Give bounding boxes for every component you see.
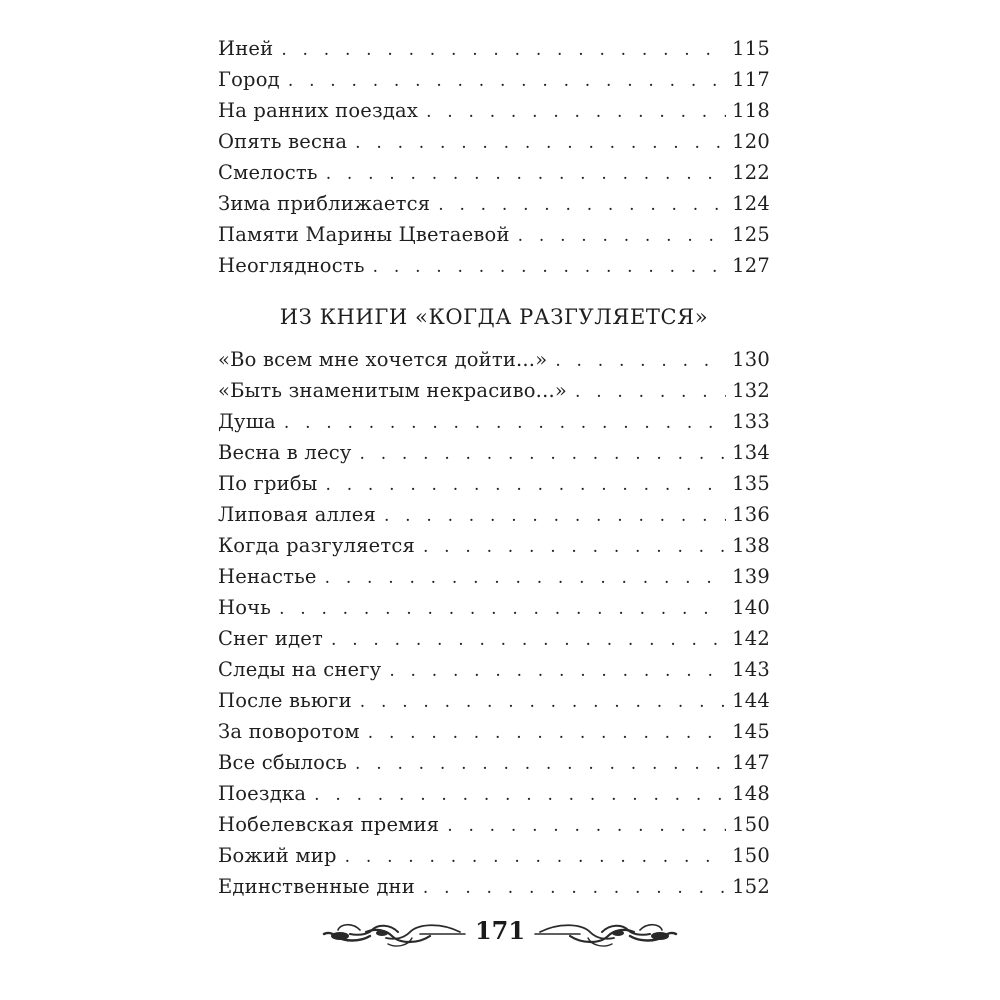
toc-entry xyxy=(218,499,770,530)
toc-entry xyxy=(218,623,770,654)
toc-entry-title: «Быть знаменитым некрасиво...» xyxy=(218,379,568,402)
toc-entry xyxy=(218,561,770,592)
toc-entry xyxy=(218,406,770,437)
dot-leader xyxy=(360,687,726,718)
toc-entry-title: Неоглядность xyxy=(218,254,365,277)
toc-entry xyxy=(218,871,770,902)
toc-entry-page: 148 xyxy=(732,782,770,805)
dot-leader xyxy=(555,346,726,377)
dot-leader xyxy=(284,408,726,439)
toc-entry-title: Следы на снегу xyxy=(218,658,382,681)
toc-entry xyxy=(218,778,770,809)
toc-entry-page: 130 xyxy=(732,348,770,371)
toc-entry-page: 115 xyxy=(732,37,770,60)
section-heading: ИЗ КНИГИ «КОГДА РАЗГУЛЯЕТСЯ» xyxy=(279,305,709,329)
toc-entry xyxy=(218,592,770,623)
toc-entry-page: 140 xyxy=(732,596,770,619)
toc-list-part-2 xyxy=(218,344,770,902)
dot-leader xyxy=(384,501,726,532)
toc-entry-page: 135 xyxy=(732,472,770,495)
dot-leader xyxy=(355,749,726,780)
toc-list-part-1 xyxy=(218,33,770,281)
toc-entry xyxy=(218,375,770,406)
toc-entry-title: Ночь xyxy=(218,596,272,619)
toc-entry-title: Снег идет xyxy=(218,627,324,650)
toc-entry-page: 143 xyxy=(732,658,770,681)
toc-entry-title: Божий мир xyxy=(218,844,337,867)
toc-entry-page: 136 xyxy=(732,503,770,526)
toc-entry xyxy=(218,64,770,95)
toc-entry xyxy=(218,188,770,219)
toc-entry-title: Ненастье xyxy=(218,565,317,588)
toc-entry-title: Город xyxy=(218,68,280,91)
dot-leader xyxy=(575,377,726,408)
dot-leader xyxy=(368,718,726,749)
toc-entry-title: Опять весна xyxy=(218,130,348,153)
dot-leader xyxy=(423,532,726,563)
toc-entry xyxy=(218,685,770,716)
dot-leader xyxy=(279,594,726,625)
toc-entry-page: 144 xyxy=(732,689,770,712)
toc-entry-page: 133 xyxy=(732,410,770,433)
toc-entry-title: За поворотом xyxy=(218,720,360,743)
toc-entry-title: Весна в лесу xyxy=(218,441,352,464)
toc-entry xyxy=(218,250,770,281)
toc-entry-title: Душа xyxy=(218,410,276,433)
toc-entry-title: По грибы xyxy=(218,472,318,495)
toc-entry-title: Нобелевская премия xyxy=(218,813,440,836)
toc-entry xyxy=(218,747,770,778)
toc-entry-page: 138 xyxy=(732,534,770,557)
page-footer xyxy=(300,912,700,952)
toc-entry xyxy=(218,468,770,499)
toc-entry-title: Иней xyxy=(218,37,274,60)
dot-leader xyxy=(331,625,726,656)
toc-entry-page: 122 xyxy=(732,161,770,184)
toc-entry-page: 124 xyxy=(732,192,770,215)
toc-entry xyxy=(218,437,770,468)
toc-entry-title: Зима приближается xyxy=(218,192,431,215)
toc-entry-title: После вьюги xyxy=(218,689,352,712)
toc-entry xyxy=(218,716,770,747)
toc-entry-title: Когда разгуляется xyxy=(218,534,415,557)
dot-leader xyxy=(325,563,727,594)
toc-entry-page: 152 xyxy=(732,875,770,898)
toc-entry xyxy=(218,33,770,64)
toc-entry-page: 120 xyxy=(732,130,770,153)
toc-entry-page: 132 xyxy=(732,379,770,402)
dot-leader xyxy=(314,780,726,811)
page-number: 171 xyxy=(474,916,526,945)
toc-entry-page: 150 xyxy=(732,844,770,867)
toc-entry-title: «Во всем мне хочется дойти...» xyxy=(218,348,548,371)
toc-entry xyxy=(218,219,770,250)
toc-entry xyxy=(218,344,770,375)
toc-entry-title: На ранних поездах xyxy=(218,99,419,122)
dot-leader xyxy=(373,252,727,283)
toc-entry xyxy=(218,530,770,561)
toc-entry-title: Смелость xyxy=(218,161,318,184)
toc-entry xyxy=(218,809,770,840)
toc-entry-page: 118 xyxy=(732,99,770,122)
dot-leader xyxy=(360,439,727,470)
toc-entry-page: 145 xyxy=(732,720,770,743)
dot-leader xyxy=(288,66,726,97)
toc-entry-title: Единственные дни xyxy=(218,875,415,898)
dot-leader xyxy=(326,159,726,190)
toc-entry-page: 134 xyxy=(732,441,770,464)
toc-entry xyxy=(218,157,770,188)
toc-entry-page: 125 xyxy=(732,223,770,246)
toc-entry-title: Все сбылось xyxy=(218,751,348,774)
dot-leader xyxy=(345,842,727,873)
toc-entry-title: Памяти Марины Цветаевой xyxy=(218,223,510,246)
toc-entry-title: Поездка xyxy=(218,782,307,805)
toc-entry xyxy=(218,95,770,126)
dot-leader xyxy=(447,811,726,842)
dot-leader xyxy=(426,97,726,128)
toc-entry-page: 142 xyxy=(732,627,770,650)
dot-leader xyxy=(423,873,726,904)
toc-entry-page: 150 xyxy=(732,813,770,836)
toc-entry-page: 127 xyxy=(732,254,770,277)
dot-leader xyxy=(438,190,726,221)
toc-entry-page: 117 xyxy=(732,68,770,91)
dot-leader xyxy=(281,35,726,66)
dot-leader xyxy=(326,470,727,501)
dot-leader xyxy=(389,656,726,687)
toc-entry xyxy=(218,654,770,685)
toc-entry xyxy=(218,840,770,871)
dot-leader xyxy=(518,221,727,252)
dot-leader xyxy=(355,128,726,159)
toc-entry-page: 147 xyxy=(732,751,770,774)
toc-entry-title: Липовая аллея xyxy=(218,503,376,526)
toc-entry xyxy=(218,126,770,157)
toc-entry-page: 139 xyxy=(732,565,770,588)
